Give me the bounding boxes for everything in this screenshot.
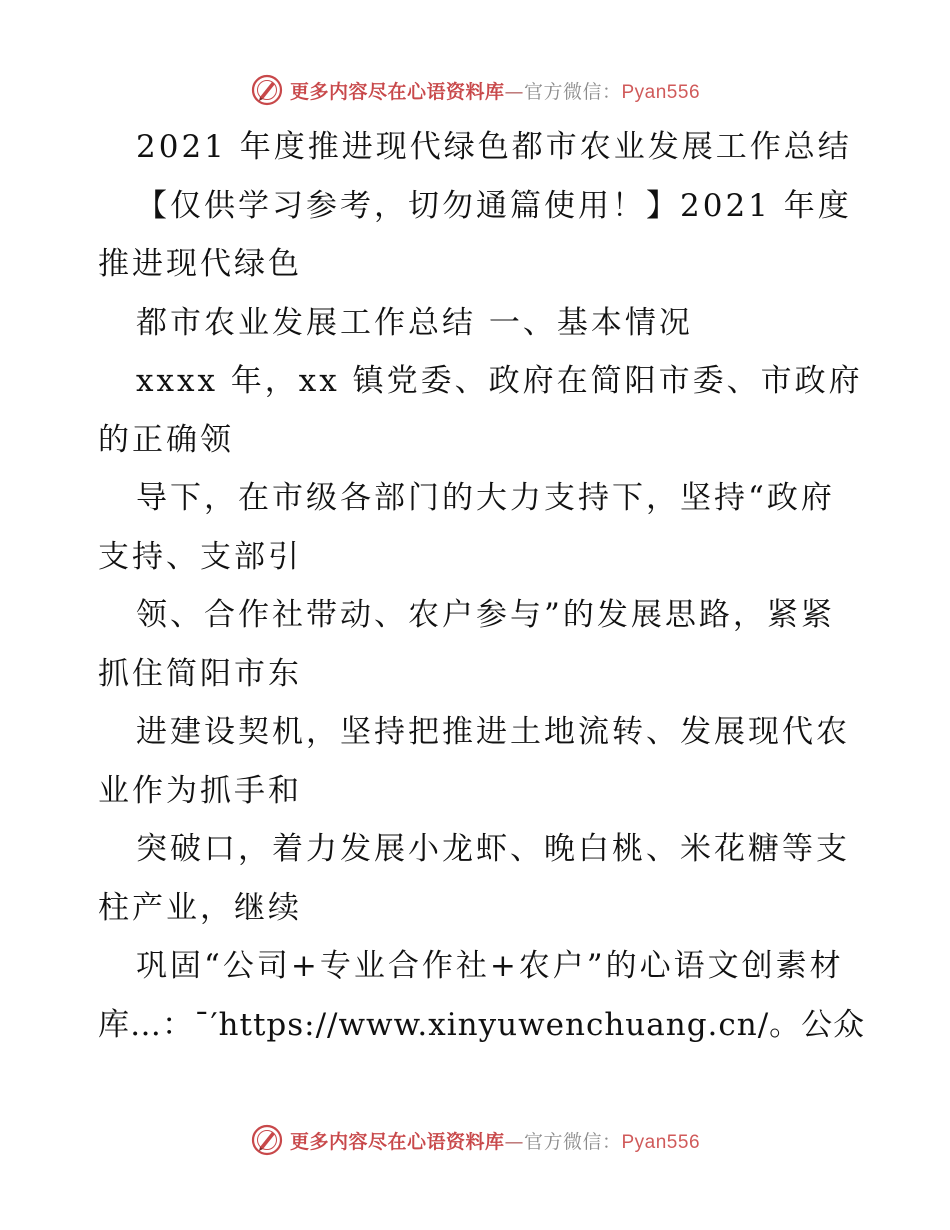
document-line: 抓住简阳市东: [98, 655, 302, 692]
watermark-group: [250, 73, 700, 107]
document-line: 进建设契机，坚持把推进土地流转、发展现代农: [136, 714, 850, 750]
watermark-dash: —: [504, 80, 524, 103]
document-line: 推进现代绿色: [98, 246, 302, 282]
document-body: [98, 118, 866, 1054]
footer-watermark: [0, 1118, 950, 1162]
document-line: 都市农业发展工作总结 一、基本情况: [136, 304, 693, 341]
document-line: 【仅供学习参考，切勿通篇使用！】2021 年度: [136, 187, 852, 224]
document-line: xxxx 年，xx 镇党委、政府在简阳市委、市政府: [136, 363, 863, 399]
document-line: 业作为抓手和: [98, 772, 302, 809]
watermark-dash: —: [504, 1130, 524, 1153]
document-line: 柱产业，继续: [98, 889, 302, 926]
watermark-wechat-label: 官方微信：: [523, 80, 622, 103]
watermark-brand-text: 更多内容尽在心语资料库: [289, 80, 505, 103]
watermark-wechat-id: Pyan556: [621, 1131, 701, 1153]
document-line: 突破口，着力发展小龙虾、晚白桃、米花糖等支: [136, 831, 850, 867]
quill-pen-circle-icon: [250, 73, 284, 107]
watermark-wechat-label: 官方微信：: [523, 1130, 622, 1153]
document-line: 支持、支部引: [98, 538, 302, 575]
quill-pen-circle-icon: [250, 1123, 284, 1157]
document-line: 导下，在市级各部门的大力支持下，坚持“政府: [136, 480, 835, 516]
document-line-with-link: 库…：¯′https://www.xinyuwenchuang.cn/。公众: [98, 1006, 866, 1043]
watermark-brand-text: 更多内容尽在心语资料库: [289, 1130, 505, 1153]
watermark-wechat-id: Pyan556: [621, 81, 701, 103]
header-watermark: [0, 68, 950, 112]
document-title-line: 2021 年度推进现代绿色都市农业发展工作总结: [136, 129, 852, 165]
document-line: 巩固“公司+专业合作社+农户”的心语文创素材: [136, 948, 844, 984]
document-line: 领、合作社带动、农户参与”的发展思路，紧紧: [136, 597, 835, 633]
document-line: 的正确领: [98, 421, 234, 458]
watermark-group: [250, 1123, 700, 1157]
